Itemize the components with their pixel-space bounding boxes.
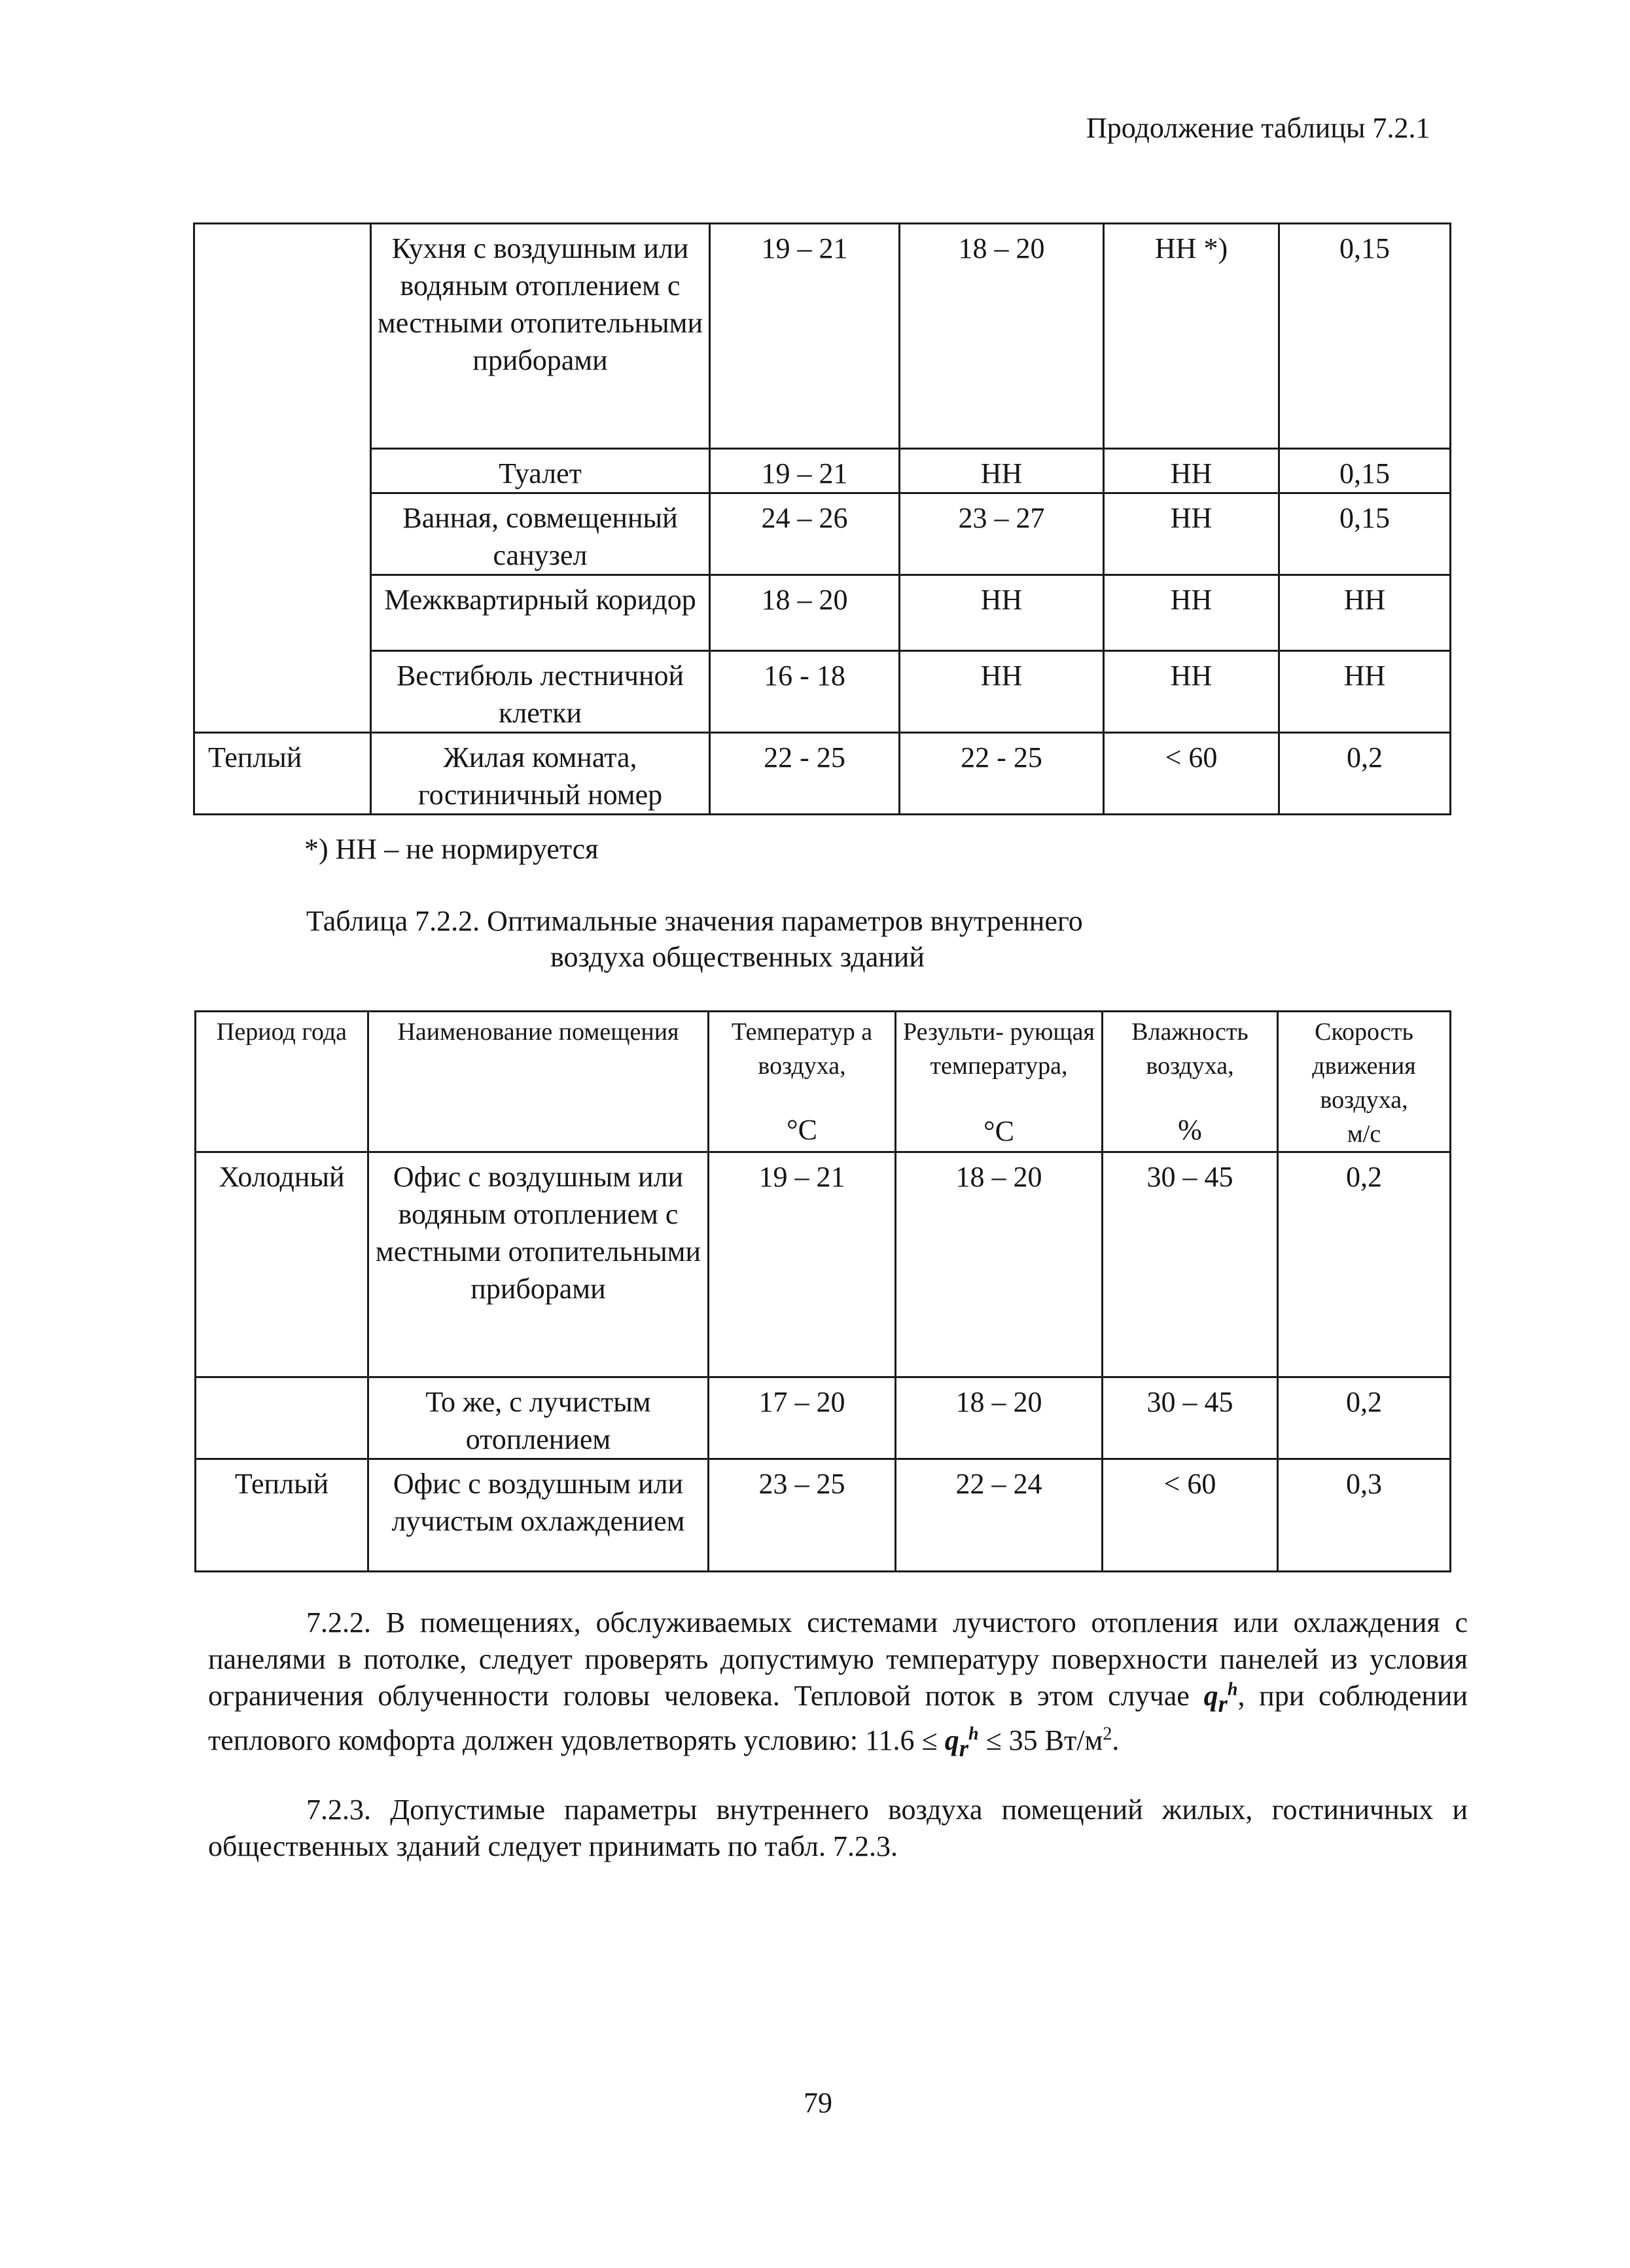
table-7-2-1-continuation xyxy=(193,222,1451,815)
result-temp-cell: НН xyxy=(900,651,1104,733)
header-humidity-unit: % xyxy=(1178,1114,1202,1146)
result-temp-cell: 22 - 25 xyxy=(900,733,1104,815)
table-row xyxy=(196,1459,1451,1572)
paragraph-text: , при соблюдении теплового комфорта должен удовлетворять условию: 11.6 ≤ xyxy=(208,1680,1468,1756)
header-air-temp xyxy=(709,1012,896,1152)
table-row xyxy=(196,1152,1451,1377)
footnote: *) НН – не нормируется xyxy=(304,833,599,865)
table-row xyxy=(194,449,1451,493)
formula-q-superscript: h xyxy=(968,1724,979,1745)
formula-q-subscript: r xyxy=(959,1734,968,1762)
air-temp-cell: 16 - 18 xyxy=(710,651,900,733)
result-temp-cell: НН xyxy=(900,449,1104,493)
speed-cell: НН xyxy=(1279,651,1451,733)
header-speed-label: Скорость движения воздуха, xyxy=(1312,1018,1416,1114)
speed-cell: 0,2 xyxy=(1278,1152,1451,1377)
speed-cell: НН xyxy=(1279,575,1451,651)
room-cell: Жилая комната, гостиничный номер xyxy=(371,733,710,815)
header-result-temp-unit: °С xyxy=(983,1115,1014,1147)
period-cell: Холодный xyxy=(196,1152,368,1377)
humidity-cell: < 60 xyxy=(1104,733,1279,815)
period-cell: Теплый xyxy=(194,733,371,815)
unit-superscript: 2 xyxy=(1103,1724,1112,1745)
paragraph-7-2-2 xyxy=(208,1604,1468,1767)
header-air-temp-label: Температур а воздуха, xyxy=(731,1018,873,1080)
speed-cell: 0,15 xyxy=(1279,449,1451,493)
header-room: Наименование помещения xyxy=(368,1012,709,1152)
result-temp-cell: НН xyxy=(900,575,1104,651)
period-cell xyxy=(196,1377,368,1459)
room-cell: Межквартирный коридор xyxy=(371,575,710,651)
paragraph-7-2-3 xyxy=(208,1792,1468,1865)
header-humidity-label: Влажность воздуха, xyxy=(1131,1018,1249,1080)
humidity-cell: НН *) xyxy=(1104,224,1279,449)
room-cell: То же, с лучистым отоплением xyxy=(368,1377,709,1459)
table-row xyxy=(194,493,1451,575)
result-temp-cell: 18 – 20 xyxy=(896,1377,1103,1459)
formula-q xyxy=(944,1724,979,1762)
room-cell: Туалет xyxy=(371,449,710,493)
header-speed-unit: м/с xyxy=(1347,1120,1381,1148)
period-cell xyxy=(194,224,371,733)
humidity-cell: НН xyxy=(1104,575,1279,651)
table-caption-line: Таблица 7.2.2. Оптимальные значения параметров внутреннего xyxy=(306,905,1083,937)
speed-cell: 0,3 xyxy=(1278,1459,1451,1572)
speed-cell: 0,15 xyxy=(1279,224,1451,449)
header-air-temp-unit: °С xyxy=(787,1114,817,1146)
result-temp-cell: 22 – 24 xyxy=(896,1459,1103,1572)
table-7-2-2 xyxy=(194,1010,1451,1572)
table-continuation-label: Продолжение таблицы 7.2.1 xyxy=(1086,112,1430,144)
formula-q-subscript: r xyxy=(1218,1690,1228,1717)
air-temp-cell: 19 – 21 xyxy=(709,1152,896,1377)
humidity-cell: НН xyxy=(1104,651,1279,733)
header-result-temp-label: Результи- рующая температура, xyxy=(903,1018,1095,1080)
header-speed xyxy=(1278,1012,1451,1152)
paragraph-text: . xyxy=(1112,1724,1120,1756)
table-row xyxy=(196,1377,1451,1459)
result-temp-cell: 18 – 20 xyxy=(896,1152,1103,1377)
humidity-cell: 30 – 45 xyxy=(1103,1152,1278,1377)
table-header-row xyxy=(196,1012,1451,1152)
formula-q-superscript: h xyxy=(1227,1679,1238,1700)
page-number: 79 xyxy=(804,2087,832,2119)
table-caption xyxy=(306,903,1083,975)
speed-cell: 0,2 xyxy=(1279,733,1451,815)
humidity-cell: НН xyxy=(1104,449,1279,493)
formula-q-symbol: q xyxy=(944,1724,959,1756)
result-temp-cell: 23 – 27 xyxy=(900,493,1104,575)
speed-cell: 0,2 xyxy=(1278,1377,1451,1459)
table-row xyxy=(194,651,1451,733)
paragraph-text: 7.2.2. В помещениях, обслуживаемых системами лучистого отопления или охлаждения с панелями в потолке, следует проверять допустимую температуру поверхности панелей из условия ограничения облученности головы человека. Тепловой поток в этом случае xyxy=(208,1606,1468,1712)
room-cell: Офис с воздушным или водяным отоплением с местными отопительными приборами xyxy=(368,1152,709,1377)
formula-q-symbol: q xyxy=(1203,1680,1218,1712)
header-result-temp xyxy=(896,1012,1103,1152)
air-temp-cell: 19 – 21 xyxy=(710,449,900,493)
table-row xyxy=(194,733,1451,815)
humidity-cell: НН xyxy=(1104,493,1279,575)
air-temp-cell: 19 – 21 xyxy=(710,224,900,449)
table-row xyxy=(194,224,1451,449)
paragraph-text: ≤ 35 Вт/м xyxy=(985,1724,1103,1756)
period-cell: Теплый xyxy=(196,1459,368,1572)
room-cell: Ванная, совмещенный санузел xyxy=(371,493,710,575)
header-period: Период года xyxy=(196,1012,368,1152)
air-temp-cell: 22 - 25 xyxy=(710,733,900,815)
room-cell: Кухня с воздушным или водяным отоплением с местными отопительными приборами xyxy=(371,224,710,449)
speed-cell: 0,15 xyxy=(1279,493,1451,575)
humidity-cell: 30 – 45 xyxy=(1103,1377,1278,1459)
air-temp-cell: 23 – 25 xyxy=(709,1459,896,1572)
table-row xyxy=(194,575,1451,651)
table-caption-line: воздуха общественных зданий xyxy=(550,941,925,973)
air-temp-cell: 24 – 26 xyxy=(710,493,900,575)
room-cell: Вестибюль лестничной клетки xyxy=(371,651,710,733)
paragraph-text: 7.2.3. Допустимые параметры внутреннего воздуха помещений жилых, гостиничных и общественных зданий следует принимать по табл. 7.2.3. xyxy=(208,1794,1468,1862)
result-temp-cell: 18 – 20 xyxy=(900,224,1104,449)
humidity-cell: < 60 xyxy=(1103,1459,1278,1572)
room-cell: Офис с воздушным или лучистым охлаждением xyxy=(368,1459,709,1572)
air-temp-cell: 17 – 20 xyxy=(709,1377,896,1459)
formula-q xyxy=(1203,1679,1238,1717)
header-humidity xyxy=(1103,1012,1278,1152)
air-temp-cell: 18 – 20 xyxy=(710,575,900,651)
